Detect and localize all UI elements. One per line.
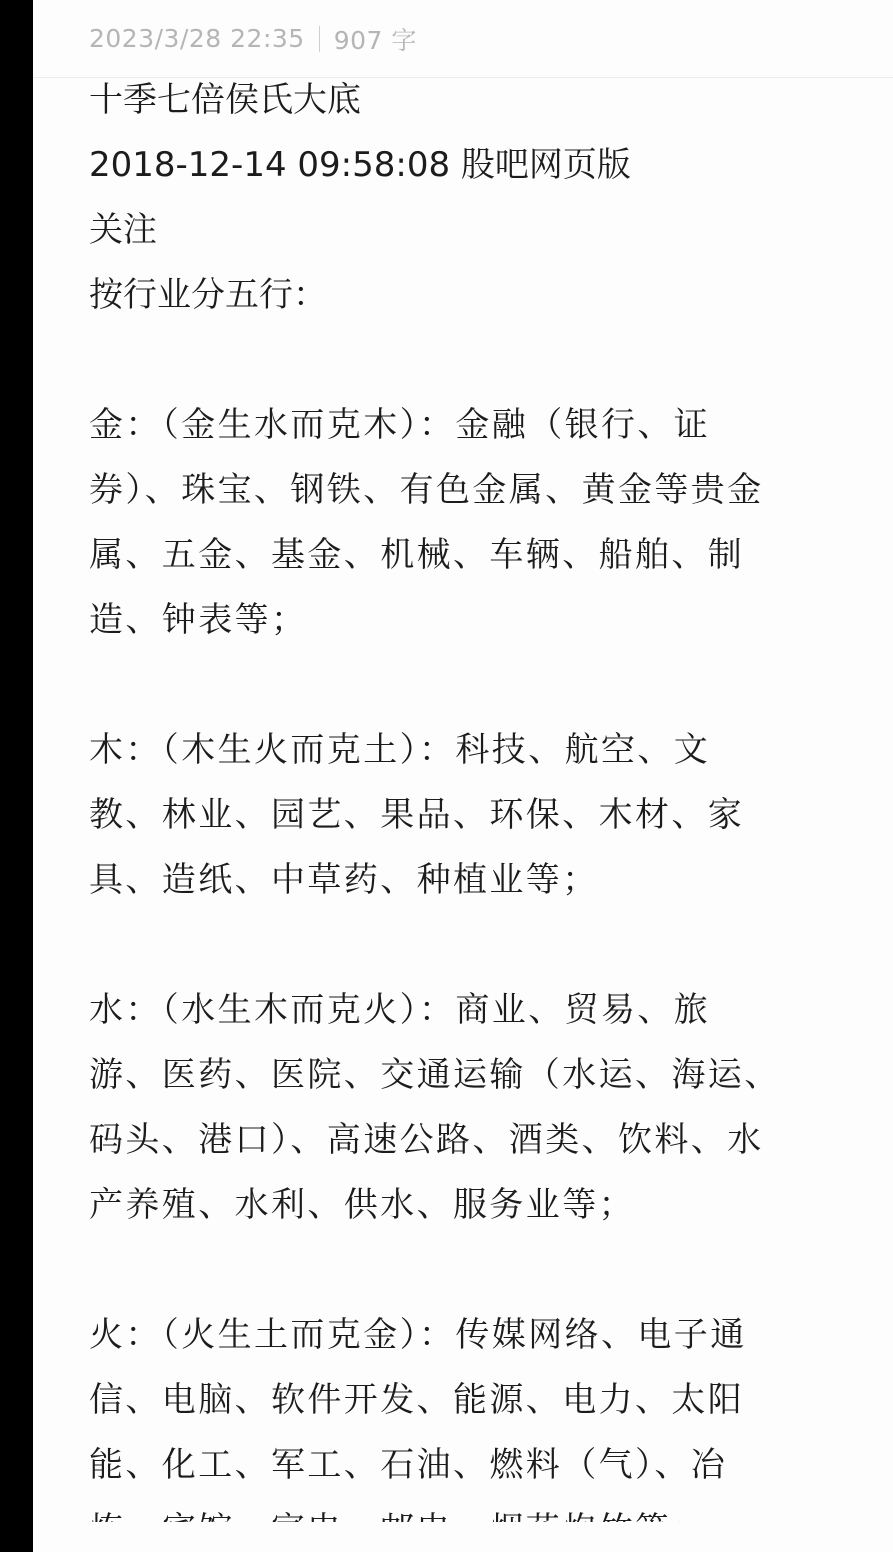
fire-paragraph-line: 能、化工、军工、石油、燃料（气）、冶 bbox=[89, 1445, 728, 1485]
metal-paragraph-line: 金：（金生水而克木）：金融（银行、证 bbox=[89, 405, 711, 445]
fire-paragraph-line: 火：（火生土而克金）：传媒网络、电子通 bbox=[89, 1315, 747, 1355]
note-title: 十季七倍侯氏大底 bbox=[89, 80, 361, 120]
note-follow-text: 关注 bbox=[89, 210, 157, 250]
wood-paragraph-line: 具、造纸、中草药、种植业等； bbox=[89, 860, 599, 900]
note-post-time: 2018-12-14 09:58:08 股吧网页版 bbox=[89, 145, 631, 185]
water-paragraph-line: 水：（水生木而克火）：商业、贸易、旅 bbox=[89, 990, 711, 1030]
metal-paragraph-line: 属、五金、基金、机械、车辆、船舶、制 bbox=[89, 535, 745, 575]
note-screen bbox=[33, 0, 893, 1552]
wood-paragraph-line: 教、林业、园艺、果品、环保、木材、家 bbox=[89, 795, 745, 835]
bottom-cutoff bbox=[33, 1522, 893, 1552]
note-timestamp: 2023/3/28 22:35 bbox=[89, 24, 305, 53]
note-word-count: 907 字 bbox=[333, 25, 417, 55]
metal-paragraph-line: 券）、珠宝、钢铁、有色金属、黄金等贵金 bbox=[89, 470, 764, 510]
blank-line bbox=[89, 653, 849, 718]
metal-paragraph-line: 造、钟表等； bbox=[89, 600, 308, 640]
blank-line bbox=[89, 1238, 849, 1303]
blank-line bbox=[89, 913, 849, 978]
water-paragraph-line: 码头、港口）、高速公路、酒类、饮料、水 bbox=[89, 1120, 764, 1160]
note-intro: 按行业分五行： bbox=[89, 275, 327, 315]
water-paragraph-line: 游、医药、医院、交通运输（水运、海运、 bbox=[89, 1055, 781, 1095]
water-paragraph-line: 产养殖、水利、供水、服务业等； bbox=[89, 1185, 635, 1225]
fire-paragraph-line: 信、电脑、软件开发、能源、电力、太阳 bbox=[89, 1380, 745, 1420]
wood-paragraph-line: 木：（木生火而克土）：科技、航空、文 bbox=[89, 730, 711, 770]
blank-line bbox=[89, 328, 849, 393]
note-meta-bar bbox=[33, 0, 893, 78]
note-body[interactable] bbox=[89, 68, 849, 1552]
meta-divider bbox=[319, 26, 320, 52]
